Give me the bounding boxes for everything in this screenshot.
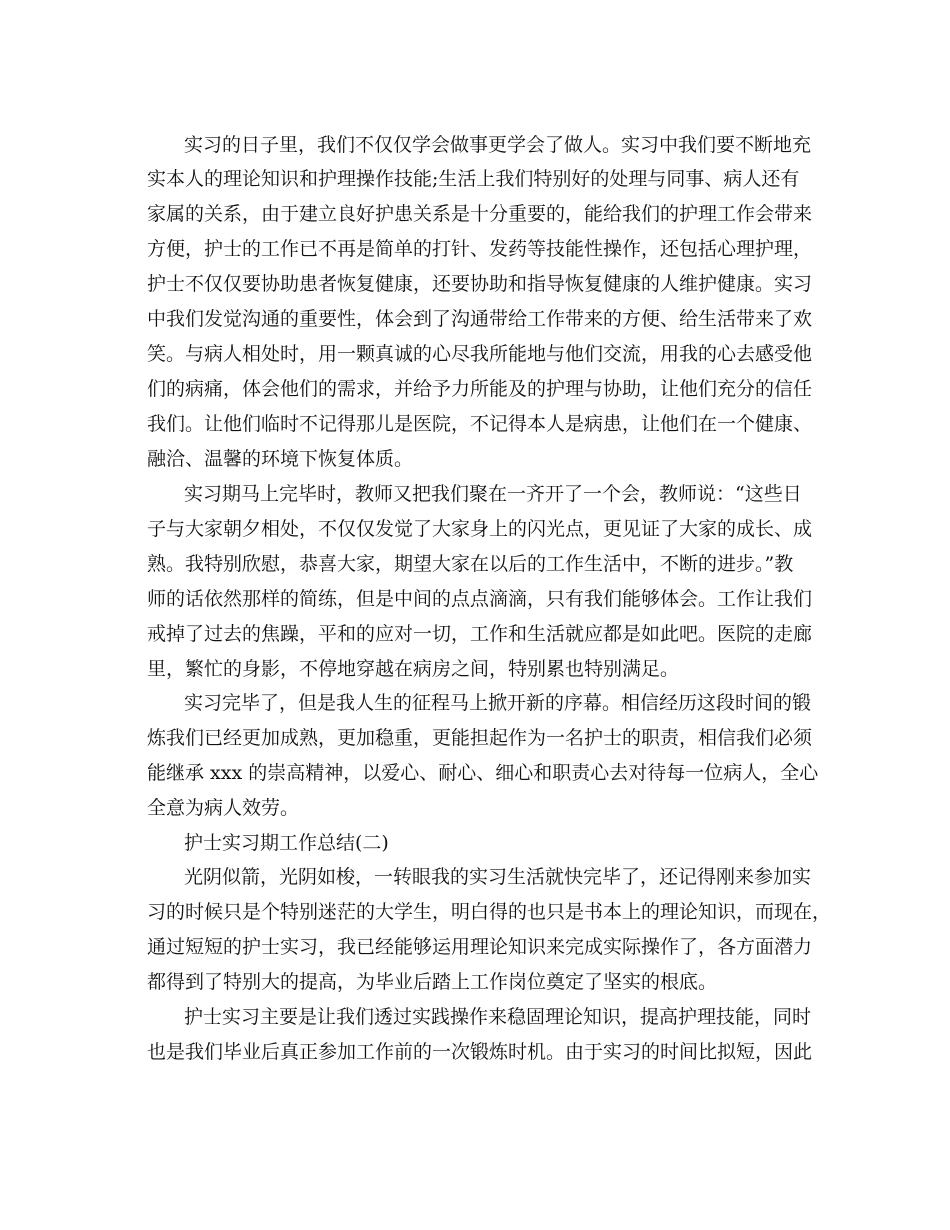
text-line: 炼我们已经更加成熟，更加稳重，更能担起作为一名护士的职责，相信我们必须 [147, 727, 813, 749]
text-line: 实本人的理论知识和护理操作技能;生活上我们特别好的处理与同事、病人还有 [147, 168, 800, 190]
text-line: 笑。与病人相处时，用一颗真诚的心尽我所能地与他们交流，用我的心去感受他 [147, 343, 813, 365]
text-line: 都得到了特别大的提高，为毕业后踏上工作岗位奠定了坚实的根底。 [147, 971, 718, 993]
text-line: 家属的关系，由于建立良好护患关系是十分重要的，能给我们的护理工作会带来 [147, 203, 813, 225]
text-line: 方便，护士的工作已不再是简单的打针、发药等技能性操作，还包括心理护理， [147, 238, 813, 260]
text-line: 中我们发觉沟通的重要性，体会到了沟通带给工作带来的方便、给生活带来了欢 [147, 308, 813, 330]
text-line: 实习完毕了，但是我人生的征程马上掀开新的序幕。相信经历这段时间的锻 [184, 692, 812, 714]
text-line: 习的时候只是个特别迷茫的大学生，明白得的也只是书本上的理论知识，而现在， [147, 901, 832, 923]
text-line: 子与大家朝夕相处，不仅仅发觉了大家身上的闪光点，更见证了大家的成长、成 [147, 518, 813, 540]
text-line: 护士实习主要是让我们透过实践操作来稳固理论知识，提高护理技能，同时 [184, 1006, 812, 1028]
text-line: 们的病痛，体会他们的需求，并给予力所能及的护理与协助，让他们充分的信任 [147, 378, 813, 400]
text-line: 实习期马上完毕时，教师又把我们聚在一齐开了一个会，教师说：“这些日 [184, 483, 802, 505]
text-line: 通过短短的护士实习，我已经能够运用理论知识来完成实际操作了，各方面潜力 [147, 936, 813, 958]
section-heading: 护士实习期工作总结(二) [184, 832, 389, 854]
text-line: 光阴似箭，光阴如梭，一转眼我的实习生活就快完毕了，还记得刚来参加实 [184, 866, 812, 888]
text-line: 实习的日子里，我们不仅仅学会做事更学会了做人。实习中我们要不断地充 [184, 134, 812, 156]
text-line: 护士不仅仅要协助患者恢复健康，还要协助和指导恢复健康的人维护健康。实习 [147, 273, 813, 295]
text-line: 融洽、温馨的环境下恢复体质。 [147, 448, 414, 470]
text-line: 熟。我特别欣慰，恭喜大家，期望大家在以后的工作生活中，不断的进步。”教 [147, 553, 794, 575]
text-line: 也是我们毕业后真正参加工作前的一次锻炼时机。由于实习的时间比拟短，因此 [147, 1041, 813, 1063]
text-line: 能继承 xxx 的崇高精神，以爱心、耐心、细心和职责心去对待每一位病人，全心 [147, 762, 819, 784]
text-line: 师的话依然那样的简练，但是中间的点点滴滴，只有我们能够体会。工作让我们 [147, 588, 813, 610]
text-line: 全意为病人效劳。 [147, 797, 300, 819]
text-line: 戒掉了过去的焦躁，平和的应对一切，工作和生活就应都是如此吧。医院的走廊 [147, 623, 813, 645]
text-line: 我们。让他们临时不记得那儿是医院，不记得本人是病患，让他们在一个健康、 [147, 413, 813, 435]
text-line: 里，繁忙的身影，不停地穿越在病房之间，特别累也特别满足。 [147, 658, 680, 680]
